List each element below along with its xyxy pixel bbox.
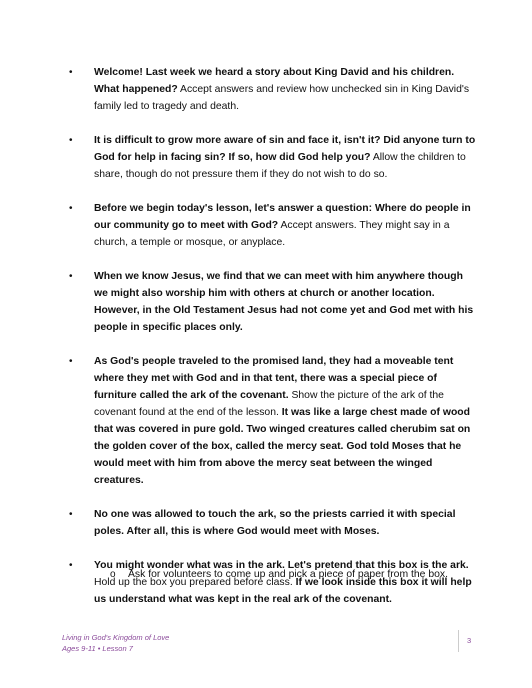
bullet-dot-icon: • — [69, 509, 73, 520]
bullet-item-5 — [66, 353, 476, 489]
circle-bullet-icon: o — [110, 569, 116, 580]
bullet-plain-text: Show the picture of the ark of the covenant found at the end of the lesson. — [94, 390, 444, 418]
bullet-item-3 — [66, 200, 476, 251]
bullet-plain-text: Hold up the box you prepared before class. — [94, 577, 296, 588]
bullet-bold-text: No one was allowed to touch the ark, so the priests carried it with special poles. After all, this is where God would meet with Moses. — [94, 509, 456, 537]
bullet-plain-text: Accept answers. They might say in a church, a temple or mosque, or anyplace. — [94, 220, 450, 248]
bullet-bold-text: You might wonder what was in the ark. Let's pretend that this box is the ark. — [94, 560, 469, 571]
bullet-bold-text: When we know Jesus, we find that we can meet with him anywhere though we might also worship him with others at church or another location. However, in the Old Testament Jesus had not come yet and God met with his people in specific places only. — [94, 271, 474, 333]
bullet-dot-icon: • — [69, 356, 73, 367]
bullet-dot-icon: • — [69, 67, 73, 78]
lesson-bullet-list — [66, 64, 476, 625]
bullet-plain-text: Accept answers and review how unchecked sin in King David's family led to tragedy and death. — [94, 84, 470, 112]
bullet-plain-text: Allow the children to share, though do not pressure them if they do not wish to do so. — [94, 152, 466, 180]
page-number: 3 — [458, 630, 471, 652]
bullet-bold-text-2: It was like a large chest made of wood that was covered in pure gold. Two winged creatures called cherubim sat on the golden cover of the box, called the mercy seat. God told Moses that he would meet with him from above the mercy seat between the winged creatures. — [94, 407, 471, 486]
footer-course-title: Living in God's Kingdom of Love — [62, 633, 170, 642]
footer-lesson-info: Ages 9-11 • Lesson 7 — [62, 644, 133, 653]
bullet-dot-icon: • — [69, 203, 73, 214]
bullet-dot-icon: • — [69, 560, 73, 571]
bullet-item-6 — [66, 506, 476, 540]
bullet-item-2 — [66, 132, 476, 183]
bullet-bold-text: Before we begin today's lesson, let's answer a question: Where do people in our community go to meet with God? — [94, 203, 471, 231]
bullet-bold-text-2: If we look inside this box it will help us understand what was kept in the real ark of the covenant. — [94, 577, 472, 605]
bullet-dot-icon: • — [69, 271, 73, 282]
footer-course-info — [62, 632, 169, 654]
sub-bullet-text: Ask for volunteers to come up and pick a piece of paper from the box. — [128, 569, 448, 580]
bullet-item-4 — [66, 268, 476, 336]
bullet-item-1 — [66, 64, 476, 115]
bullet-dot-icon: • — [69, 135, 73, 146]
bullet-bold-text: It is difficult to grow more aware of sin and face it, isn't it? Did anyone turn to God for help in facing sin? If so, how did God help you? — [94, 135, 476, 163]
bullet-bold-text: As God's people traveled to the promised land, they had a moveable tent where they met with God and in that tent, there was a special piece of furniture called the ark of the covenant. — [94, 356, 454, 401]
bullet-bold-text: Welcome! Last week we heard a story about King David and his children. What happened? — [94, 67, 455, 95]
